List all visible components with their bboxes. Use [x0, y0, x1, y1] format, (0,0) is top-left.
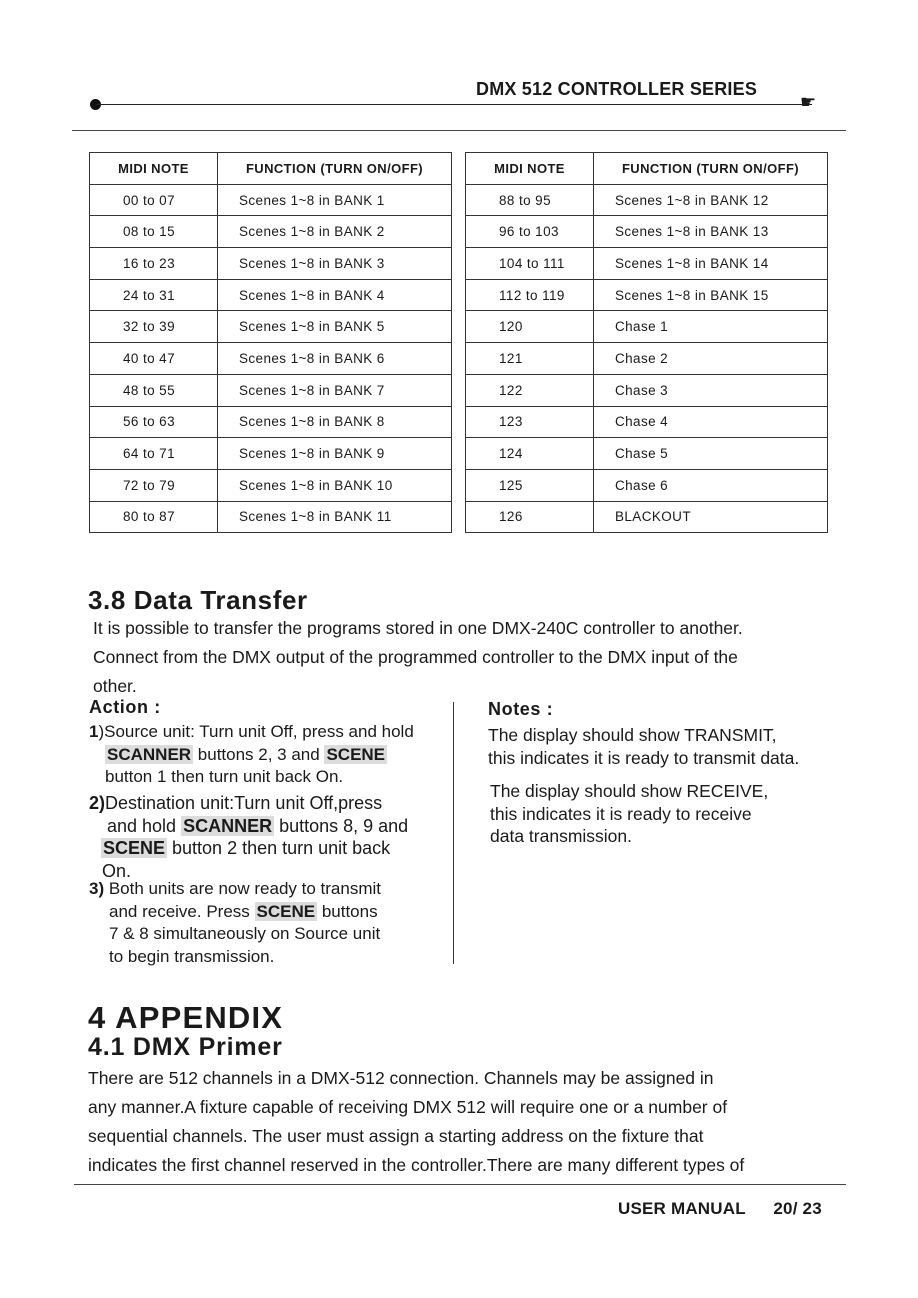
notes-label: Notes : [488, 699, 554, 719]
table-row [90, 279, 452, 311]
table-header-row [466, 153, 828, 185]
midi-note-cell: 00 to 07 [90, 184, 218, 216]
column-header-function: FUNCTION (TURN ON/OFF) [218, 153, 452, 185]
step-1: 1)Source unit: Turn unit Off, press and hold SCANNER buttons 2, 3 and SCENE button 1 then turn unit back On. [89, 722, 414, 786]
midi-note-cell: 88 to 95 [466, 184, 594, 216]
function-cell: Scenes 1~8 in BANK 9 [218, 438, 452, 470]
function-cell: Scenes 1~8 in BANK 15 [594, 279, 828, 311]
function-cell: Scenes 1~8 in BANK 6 [218, 343, 452, 375]
midi-note-cell: 122 [466, 374, 594, 406]
midi-note-cell: 40 to 47 [90, 343, 218, 375]
step-2: 2)Destination unit:Turn unit Off,press and hold SCANNER buttons 8, 9 and SCENE button 2 then turn unit back On. [89, 793, 409, 881]
midi-note-cell: 24 to 31 [90, 279, 218, 311]
function-cell: Scenes 1~8 in BANK 2 [218, 216, 452, 248]
function-cell: Chase 2 [594, 343, 828, 375]
table-row [466, 501, 828, 533]
midi-note-cell: 112 to 119 [466, 279, 594, 311]
scanner-keyword: SCANNER [107, 744, 192, 764]
function-cell: Scenes 1~8 in BANK 1 [218, 184, 452, 216]
table-row [90, 501, 452, 533]
function-cell: Scenes 1~8 in BANK 7 [218, 374, 452, 406]
midi-note-cell: 64 to 71 [90, 438, 218, 470]
column-header-function: FUNCTION (TURN ON/OFF) [594, 153, 828, 185]
scene-keyword: SCENE [326, 744, 386, 764]
footer-divider [74, 1184, 846, 1185]
midi-note-cell: 104 to 111 [466, 248, 594, 280]
action-label: Action : [89, 697, 161, 717]
appendix-subtitle: 4.1 DMX Primer [88, 1033, 283, 1061]
function-cell: Chase 3 [594, 374, 828, 406]
midi-note-cell: 48 to 55 [90, 374, 218, 406]
intro-line: other. [93, 676, 137, 696]
function-cell: Scenes 1~8 in BANK 11 [218, 501, 452, 533]
table-row [90, 406, 452, 438]
scanner-keyword: SCANNER [183, 815, 273, 836]
table-row [90, 184, 452, 216]
function-cell: Scenes 1~8 in BANK 3 [218, 248, 452, 280]
note-receive: The display should show RECEIVE, this indicates it is ready to receive data transmission. [490, 781, 769, 846]
function-cell: Chase 1 [594, 311, 828, 343]
table-row [90, 469, 452, 501]
midi-note-cell: 124 [466, 438, 594, 470]
table-row [466, 248, 828, 280]
table-row [90, 311, 452, 343]
midi-note-cell: 120 [466, 311, 594, 343]
table-row [466, 184, 828, 216]
table-row [90, 374, 452, 406]
table-header-row [90, 153, 452, 185]
midi-note-cell: 32 to 39 [90, 311, 218, 343]
step-number: 1 [89, 722, 99, 741]
table-row [90, 438, 452, 470]
midi-note-cell: 125 [466, 469, 594, 501]
function-cell: Chase 4 [594, 406, 828, 438]
table-row [466, 343, 828, 375]
step-number: 2) [89, 793, 106, 813]
function-cell: Scenes 1~8 in BANK 13 [594, 216, 828, 248]
function-cell: Scenes 1~8 in BANK 8 [218, 406, 452, 438]
note-transmit: The display should show TRANSMIT, this indicates it is ready to transmit data. [488, 725, 800, 768]
midi-note-cell: 121 [466, 343, 594, 375]
intro-paragraph [93, 614, 853, 701]
column-header-midi-note: MIDI NOTE [466, 153, 594, 185]
table-row [466, 279, 828, 311]
header-rule [96, 104, 812, 105]
column-divider [453, 702, 454, 964]
table-row [466, 374, 828, 406]
table-row [466, 216, 828, 248]
page-footer [618, 1199, 822, 1219]
table-row [466, 469, 828, 501]
function-cell: Scenes 1~8 in BANK 4 [218, 279, 452, 311]
pointing-hand-icon: ☛ [800, 92, 817, 112]
midi-note-cell: 72 to 79 [90, 469, 218, 501]
intro-line: Connect from the DMX output of the programmed controller to the DMX input of the [93, 647, 738, 667]
intro-line: It is possible to transfer the programs stored in one DMX-240C controller to another. [93, 618, 743, 638]
midi-note-cell: 126 [466, 501, 594, 533]
series-title: DMX 512 CONTROLLER SERIES [476, 79, 758, 99]
function-cell: Scenes 1~8 in BANK 10 [218, 469, 452, 501]
function-cell: Scenes 1~8 in BANK 14 [594, 248, 828, 280]
function-cell: Chase 5 [594, 438, 828, 470]
midi-note-cell: 80 to 87 [90, 501, 218, 533]
column-header-midi-note: MIDI NOTE [90, 153, 218, 185]
table-row [466, 311, 828, 343]
manual-label: USER MANUAL [618, 1199, 746, 1218]
midi-table-right [465, 152, 828, 533]
midi-note-cell: 56 to 63 [90, 406, 218, 438]
table-row [90, 216, 452, 248]
appendix-title: 4 APPENDIX [88, 1000, 284, 1035]
scene-keyword: SCENE [103, 838, 166, 858]
table-row [90, 343, 452, 375]
page-number: 20/ 23 [773, 1199, 822, 1218]
scene-keyword: SCENE [256, 901, 316, 921]
step-number: 3) [89, 879, 105, 898]
function-cell: Scenes 1~8 in BANK 5 [218, 311, 452, 343]
midi-note-cell: 96 to 103 [466, 216, 594, 248]
midi-table-left [89, 152, 452, 533]
step-3: 3) Both units are now ready to transmit and receive. Press SCENE buttons 7 & 8 simultaneously on Source unit to begin transmission. [89, 879, 381, 966]
midi-note-cell: 123 [466, 406, 594, 438]
table-row [466, 406, 828, 438]
midi-note-cell: 16 to 23 [90, 248, 218, 280]
midi-note-cell: 08 to 15 [90, 216, 218, 248]
section-title: 3.8 Data Transfer [88, 585, 308, 615]
function-cell: Chase 6 [594, 469, 828, 501]
table-row [466, 438, 828, 470]
function-cell: BLACKOUT [594, 501, 828, 533]
function-cell: Scenes 1~8 in BANK 12 [594, 184, 828, 216]
dmx-primer-paragraph: There are 512 channels in a DMX-512 connection. Channels may be assigned in any manner.A fixture capable of receiving DMX 512 will require one or a number of sequential channels. The user must assign a starting address on the fixture that indicates the first channel reserved in the controller.There are many different types of [88, 1068, 745, 1175]
header-divider [72, 130, 846, 131]
table-row [90, 248, 452, 280]
